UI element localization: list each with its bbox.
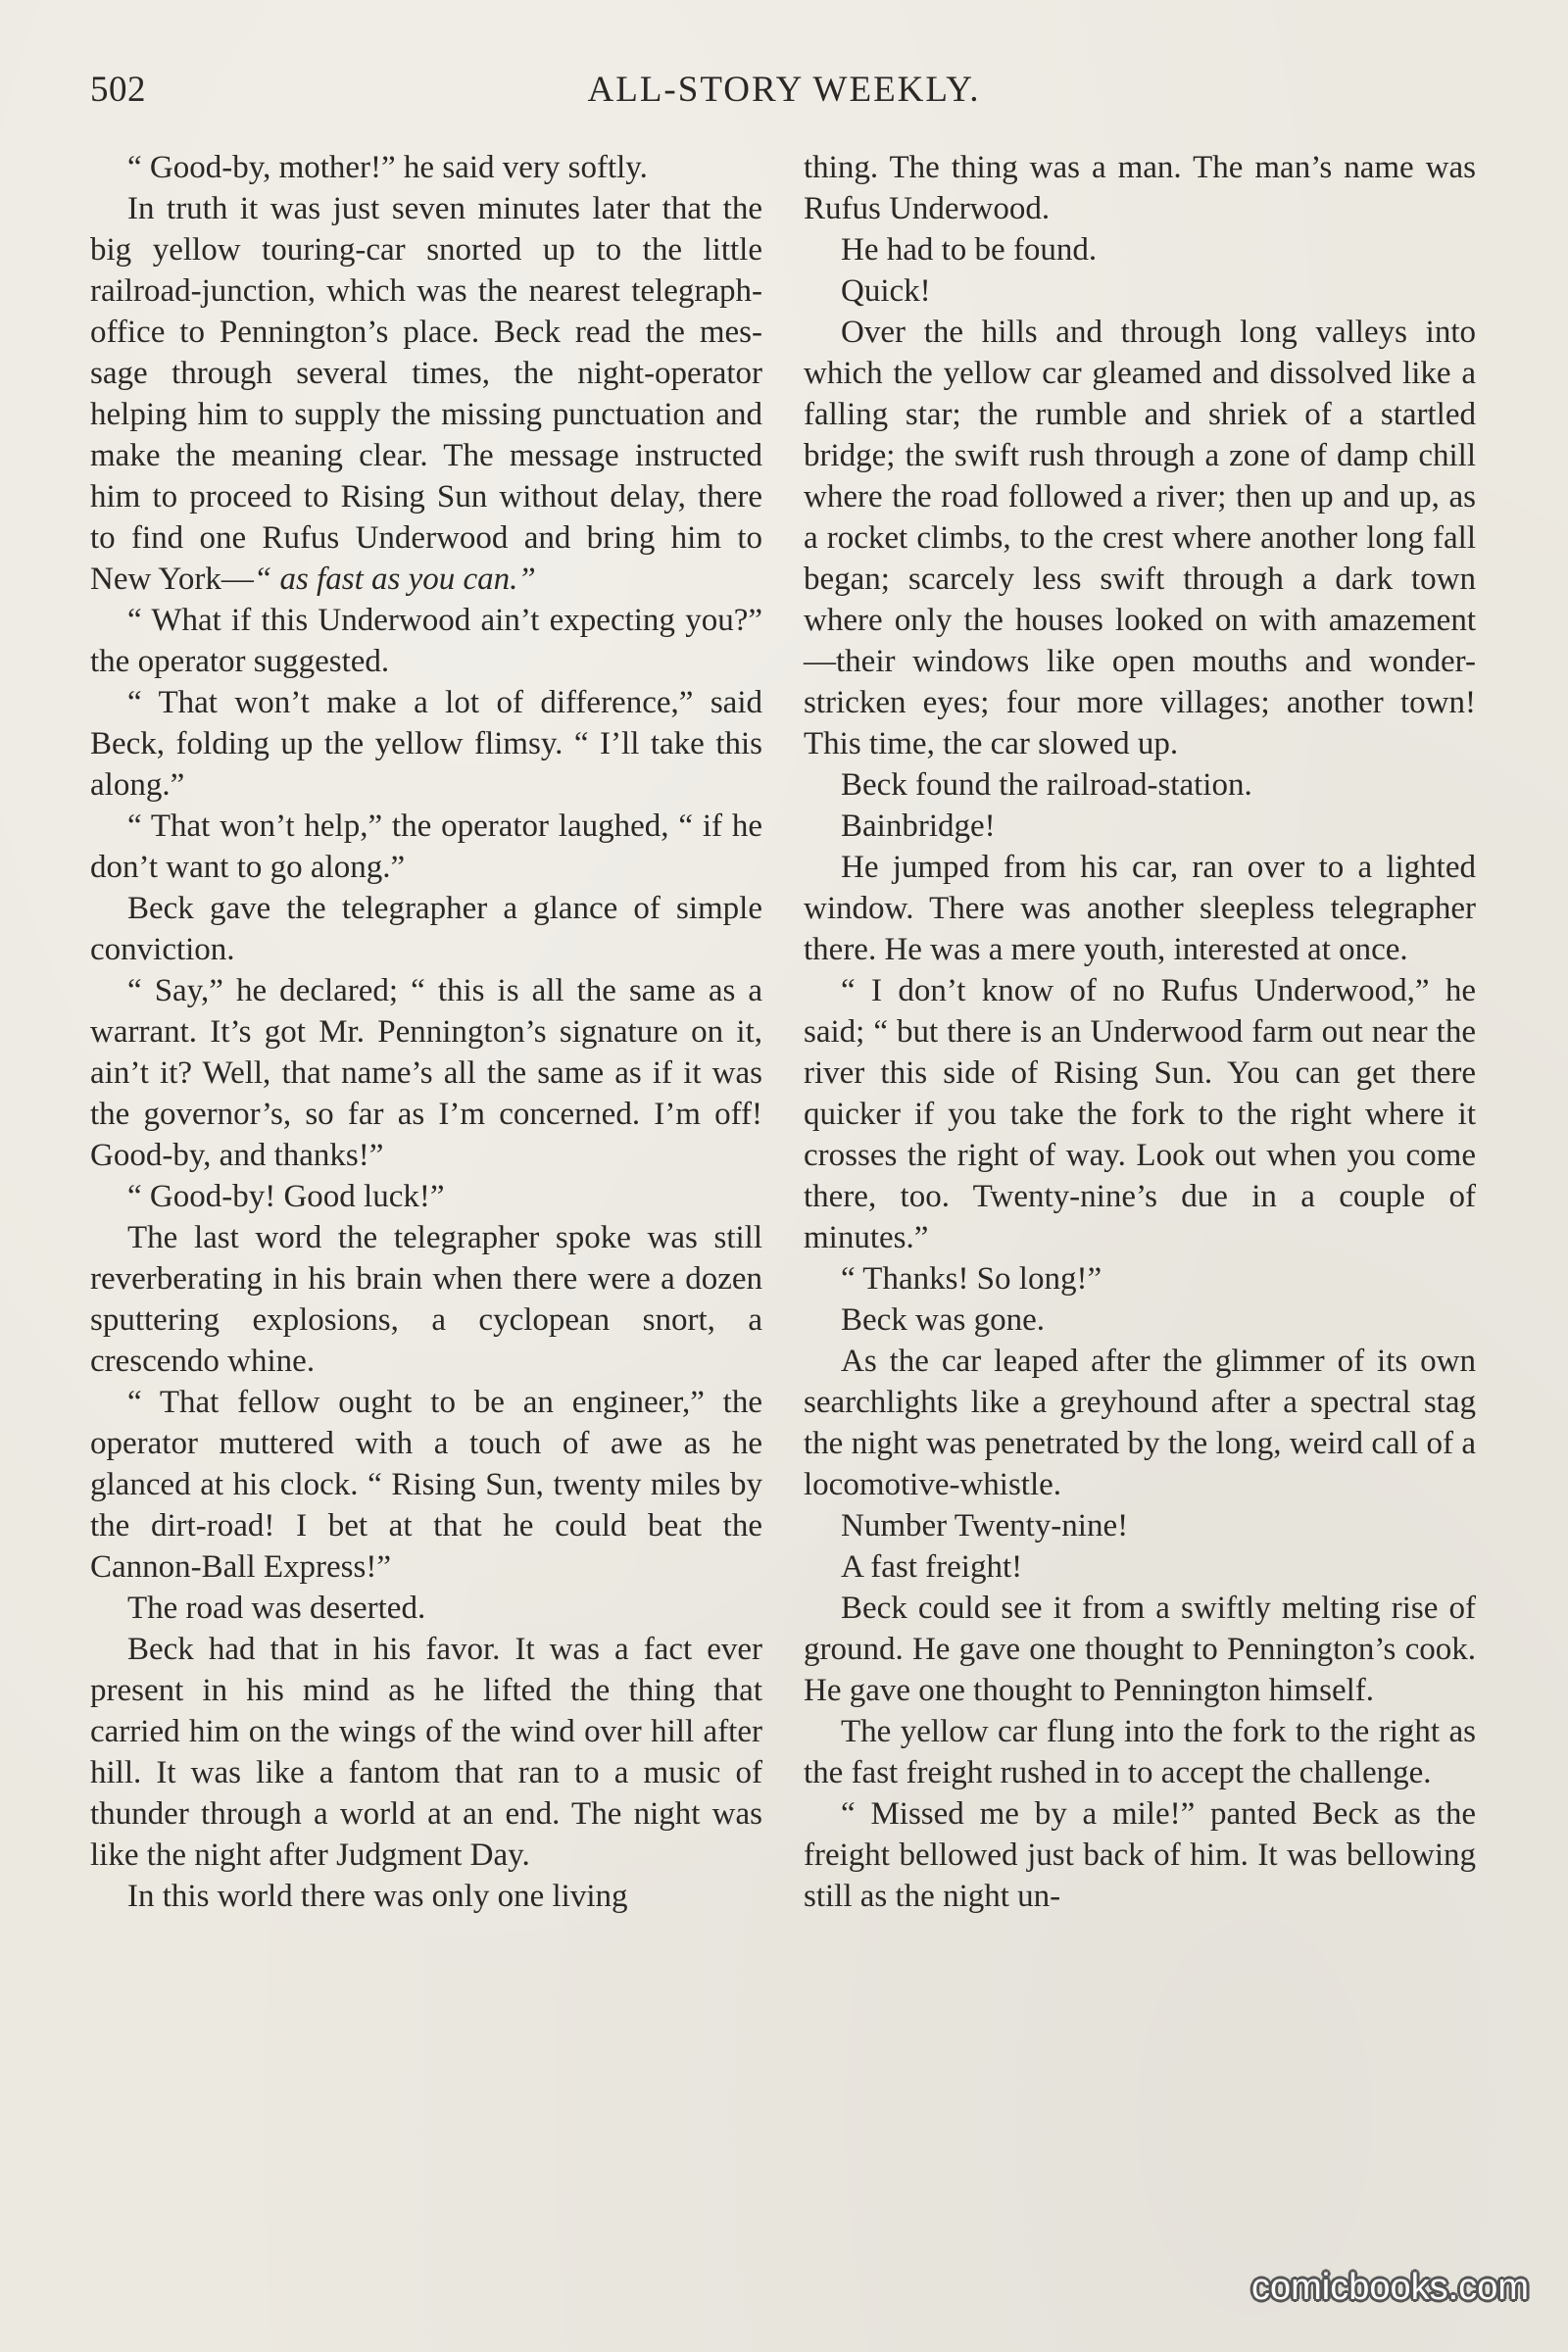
- paragraph: [90, 600, 762, 682]
- paragraph: [90, 147, 762, 188]
- paragraph-text: The road was deserted.: [127, 1591, 426, 1626]
- paragraph: [804, 1588, 1476, 1711]
- paragraph: [804, 1505, 1476, 1546]
- paragraph-text: “ That fellow ought to be an engineer,” the operator muttered with a touch of awe as he glanced at his clock. “ Rising Sun, twenty miles by the dirt-road! I bet at that he could beat the Cannon-Ball Express!”: [90, 1385, 762, 1585]
- page-header: [90, 69, 1478, 127]
- paragraph-text: In truth it was just seven minutes later that the big yellow touring-car snorted up to the little railroad-junction, which was the nearest telegraph-office to Pennington’s place. Beck read the message through several times, the night-operator helping him to supply the missing punctuation and make the meaning clear. The message instructed him to proceed to Rising Sun without delay, there to find one Rufus Underwood and bring him to New York—: [90, 191, 762, 597]
- right-text-column: [804, 147, 1476, 1917]
- paragraph: [804, 1341, 1476, 1505]
- paragraph: [90, 1629, 762, 1876]
- paragraph: [90, 682, 762, 806]
- paragraph-text: “ That won’t help,” the operator laughed, “ if he don’t want to go along.”: [90, 808, 762, 885]
- paragraph: [804, 270, 1476, 312]
- paragraph-text: “ Good-by! Good luck!”: [127, 1179, 445, 1214]
- site-watermark: comicbooks.com: [1251, 2267, 1529, 2308]
- paragraph-text: Beck could see it from a swiftly melting rise of ground. He gave one thought to Pennington’s cook. He gave one thought to Pennington himself.: [804, 1591, 1476, 1708]
- paragraph: [804, 970, 1476, 1258]
- paragraph: [90, 888, 762, 970]
- paragraph-text: “ Thanks! So long!”: [841, 1261, 1102, 1297]
- paragraph-text: As the car leaped after the glimmer of its own searchlights like a greyhound after a spectral stag the night was penetrated by the long, weird call of a locomotive-whistle.: [804, 1344, 1476, 1502]
- paragraph-text: Number Twenty-nine!: [841, 1508, 1129, 1544]
- paragraph-text: The last word the telegrapher spoke was still reverberating in his brain when there were a dozen sputtering explosions, a cyclopean snort, a crescendo whine.: [90, 1220, 762, 1379]
- paragraph: [90, 1217, 762, 1382]
- paragraph: [804, 147, 1476, 229]
- paragraph-text: “ Say,” he declared; “ this is all the same as a warrant. It’s got Mr. Pennington’s signature on it, ain’t it? Well, that name’s all the same as if it was the governor’s, so far as I’m concerned. I’m off! Good-by, and thanks!”: [90, 973, 762, 1173]
- paragraph: [804, 1299, 1476, 1341]
- paragraph: [804, 764, 1476, 806]
- paragraph: [90, 1876, 762, 1917]
- paragraph-text: Over the hills and through long valleys into which the yellow car gleamed and dissolved like a falling star; the rumble and shriek of a startled bridge; the swift rush through a zone of damp chill where the road followed a river; then up and up, as a rocket climbs, to the crest where another long fall began; scarcely less swift through a dark town where only the houses looked on with amazement—their windows like open mouths and wonder-stricken eyes; four more villages; another town! This time, the car slowed up.: [804, 315, 1476, 761]
- paragraph-text: “ That won’t make a lot of difference,” said Beck, folding up the yellow flimsy. “ I’ll take this along.”: [90, 685, 762, 803]
- paragraph-text: Beck gave the telegrapher a glance of simple conviction.: [90, 891, 762, 967]
- paragraph: [804, 1793, 1476, 1917]
- paragraph-text: The yellow car flung into the fork to the right as the fast freight rushed in to accept the challenge.: [804, 1714, 1476, 1790]
- paragraph: [804, 229, 1476, 270]
- paragraph-text: “ Missed me by a mile!” panted Beck as the freight bellowed just back of him. It was bellowing still as the night un-: [804, 1796, 1476, 1914]
- paragraph-text: Beck had that in his favor. It was a fact ever present in his mind as he lifted the thing that carried him on the wings of the wind over hill after hill. It was like a fantom that ran to a music of thunder through a world at an end. The night was like the night after Judgment Day.: [90, 1632, 762, 1873]
- paragraph-text: thing. The thing was a man. The man’s name was Rufus Underwood.: [804, 150, 1476, 226]
- left-text-column: [90, 147, 762, 1917]
- paragraph-text: Beck found the railroad-station.: [841, 767, 1252, 803]
- paragraph-text: A fast freight!: [841, 1549, 1023, 1585]
- paragraph-text: Bainbridge!: [841, 808, 996, 844]
- paragraph: [90, 1176, 762, 1217]
- paragraph: [804, 1711, 1476, 1793]
- italic-quote: “ as fast as you can.”: [253, 562, 536, 597]
- paragraph: [804, 806, 1476, 847]
- page-number: 502: [90, 70, 146, 110]
- paragraph-text: Quick!: [841, 273, 931, 309]
- paragraph-text: Beck was gone.: [841, 1302, 1046, 1338]
- running-title: ALL-STORY WEEKLY.: [587, 70, 981, 110]
- paragraph: [90, 1588, 762, 1629]
- paragraph: [90, 188, 762, 600]
- paragraph: [804, 847, 1476, 970]
- paragraph: [804, 1546, 1476, 1588]
- paragraph: [90, 970, 762, 1176]
- paragraph: [804, 1258, 1476, 1299]
- paragraph-text: “ Good-by, mother!” he said very softly.: [127, 150, 648, 185]
- paragraph-text: He jumped from his car, ran over to a lighted window. There was another sleepless telegrapher there. He was a mere youth, interested at once.: [804, 850, 1476, 967]
- paragraph-text: He had to be found.: [841, 232, 1098, 268]
- paragraph-text: “ What if this Underwood ain’t expecting you?” the operator suggested.: [90, 603, 762, 679]
- paragraph: [90, 1382, 762, 1588]
- paragraph: [90, 806, 762, 888]
- paragraph-text: In this world there was only one living: [127, 1879, 628, 1914]
- paragraph-text: “ I don’t know of no Rufus Underwood,” he said; “ but there is an Underwood farm out near the river this side of Rising Sun. You can get there quicker if you take the fork to the right where it crosses the right of way. Look out when you come there, too. Twenty-nine’s due in a couple of minutes.”: [804, 973, 1476, 1255]
- paragraph: [804, 312, 1476, 764]
